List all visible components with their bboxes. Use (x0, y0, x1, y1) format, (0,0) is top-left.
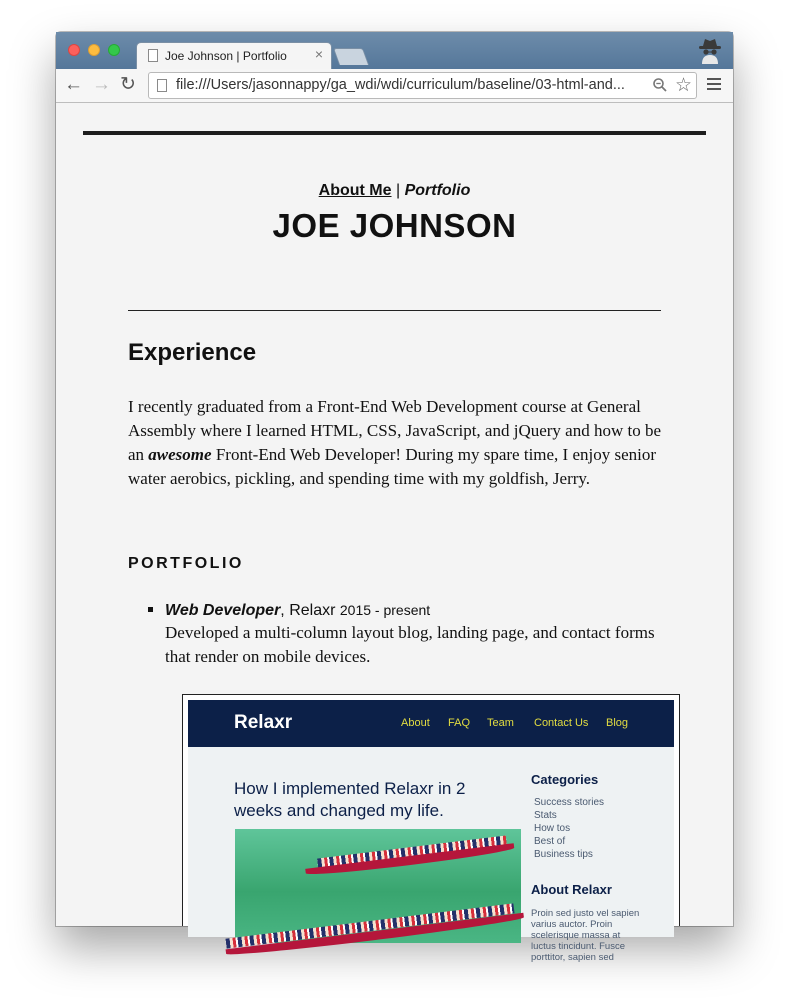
job-list-item (165, 600, 665, 669)
reload-icon[interactable]: ↻ (120, 74, 136, 95)
portfolio-heading: PORTFOLIO (128, 555, 244, 572)
relaxr-about-heading: About Relaxr (531, 882, 612, 897)
relaxr-body (188, 747, 674, 963)
relaxr-nav-faq: FAQ (448, 717, 471, 729)
relaxr-category-item: Success stories (534, 797, 605, 808)
page-icon (157, 79, 167, 92)
back-icon[interactable]: ← (64, 74, 83, 95)
relaxr-nav-about: About (401, 717, 430, 729)
relaxr-screenshot (182, 694, 680, 963)
relaxr-post-title: How I implemented Relaxr in 2 weeks and changed my life. (234, 779, 466, 820)
relaxr-nav-contact: Contact Us (534, 717, 589, 729)
zoom-window-button[interactable] (108, 44, 120, 56)
close-window-button[interactable] (68, 44, 80, 56)
relaxr-navbar (188, 700, 674, 747)
experience-text-start: I recently graduated from a Front-End Web Development course at General Assembly where I learned HTML, CSS, JavaScript, and jQuery and how to be an (128, 397, 662, 464)
experience-emphasis: awesome (148, 445, 212, 464)
experience-paragraph (128, 395, 668, 491)
title-bar (56, 32, 733, 69)
relaxr-category-item: Stats (534, 810, 557, 821)
job-header (165, 600, 665, 621)
browser-tab[interactable] (136, 42, 332, 69)
new-tab-button[interactable] (333, 48, 369, 65)
relaxr-nav-blog: Blog (606, 717, 629, 729)
bullet-icon (148, 607, 153, 612)
browser-toolbar (56, 69, 733, 103)
page-title: JOE JOHNSON (272, 207, 517, 244)
url-text[interactable]: file:///Users/jasonnappy/ga_wdi/wdi/curriculum/baseline/03-html-and... (176, 77, 625, 93)
address-bar[interactable] (148, 72, 697, 99)
experience-heading: Experience (128, 339, 257, 366)
relaxr-about-text: Proin sed justo vel sapien varius auctor. Proin scelerisque massa at luctus tincidunt. Fusce porttitor, sapien sed (531, 908, 640, 963)
job-dates: 2015 - present (339, 602, 431, 618)
page-content (56, 103, 733, 963)
tab-title: Joe Johnson | Portfolio (165, 49, 287, 63)
relaxr-category-item: Best of (534, 836, 566, 847)
relaxr-category-item: How tos (534, 823, 571, 834)
forward-icon[interactable]: → (92, 74, 111, 95)
job-title: Web Developer (165, 602, 281, 619)
relaxr-category-item: Business tips (534, 849, 593, 860)
incognito-icon (697, 37, 723, 65)
tab-close-icon[interactable]: × (314, 46, 323, 62)
job-company: , Relaxr (280, 602, 336, 619)
top-divider (83, 131, 706, 135)
relaxr-categories-heading: Categories (531, 772, 599, 787)
relaxr-nav-team: Team (487, 717, 514, 729)
site-nav (56, 182, 733, 200)
minimize-window-button[interactable] (88, 44, 100, 56)
browser-window (56, 32, 733, 963)
about-me-link[interactable]: About Me (318, 182, 392, 199)
page-icon (148, 49, 158, 62)
nav-separator: | (395, 182, 401, 199)
header-divider (128, 310, 661, 311)
relaxr-logo: Relaxr (234, 712, 293, 733)
portfolio-link: Portfolio (404, 182, 471, 199)
job-description: Developed a multi-column layout blog, landing page, and contact forms that render on mobile devices. (165, 623, 655, 666)
bookmark-star-icon[interactable]: ☆ (674, 75, 692, 96)
dragon-boat-photo (235, 829, 521, 943)
zoom-icon[interactable] (652, 77, 668, 93)
menu-icon[interactable] (707, 78, 721, 93)
experience-text-end: Front-End Web Developer! During my spare time, I enjoy senior water aerobics, pickling, and spending time with my goldfish, Jerry. (128, 445, 657, 488)
